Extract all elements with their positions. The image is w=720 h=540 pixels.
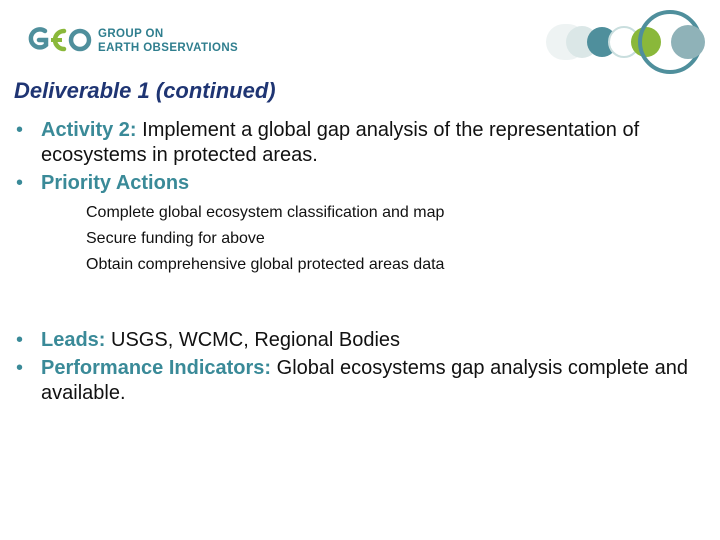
bullet-label: Performance Indicators: bbox=[41, 357, 272, 379]
bullet-dot-icon: • bbox=[16, 172, 24, 194]
slide-title: Deliverable 1 (continued) bbox=[14, 78, 276, 103]
bullet-leads bbox=[16, 328, 706, 353]
bullet-list-top bbox=[16, 118, 706, 278]
bullet-text: Implement a global gap analysis of the representation of ecosystems in protected areas. bbox=[41, 119, 640, 166]
list-item: Secure funding for above bbox=[86, 230, 265, 247]
bullet-dot-icon: • bbox=[16, 357, 24, 379]
bullet-dot-icon: • bbox=[16, 119, 24, 141]
green-circle-shape bbox=[631, 27, 661, 57]
bullet-text: Global ecosystems gap analysis complete and available. bbox=[41, 357, 688, 404]
geo-logo bbox=[26, 22, 266, 64]
bullet-dot-icon: • bbox=[16, 329, 24, 351]
list-item: Obtain comprehensive global protected areas data bbox=[86, 256, 445, 273]
bullet-label: Activity 2: bbox=[41, 119, 137, 141]
bullet-priority-actions bbox=[16, 171, 706, 196]
bullet-label: Priority Actions bbox=[41, 172, 190, 194]
logo-line-1: GROUP ON bbox=[98, 28, 164, 40]
bullet-performance-indicators bbox=[16, 356, 706, 406]
decorative-circles-icon bbox=[540, 2, 720, 80]
geo-logo-mark-icon bbox=[26, 22, 96, 58]
logo-wordmark bbox=[98, 27, 238, 55]
gray-teal-circle-shape bbox=[671, 25, 705, 59]
bullet-list-bottom bbox=[16, 328, 706, 409]
bullet-text: USGS, WCMC, Regional Bodies bbox=[105, 329, 401, 351]
logo-line-2: EARTH OBSERVATIONS bbox=[98, 42, 239, 54]
priority-actions-list bbox=[86, 200, 706, 278]
list-item: Complete global ecosystem classification and map bbox=[86, 204, 445, 221]
bullet-label: Leads: bbox=[41, 329, 106, 351]
bullet-activity-2 bbox=[16, 118, 706, 168]
